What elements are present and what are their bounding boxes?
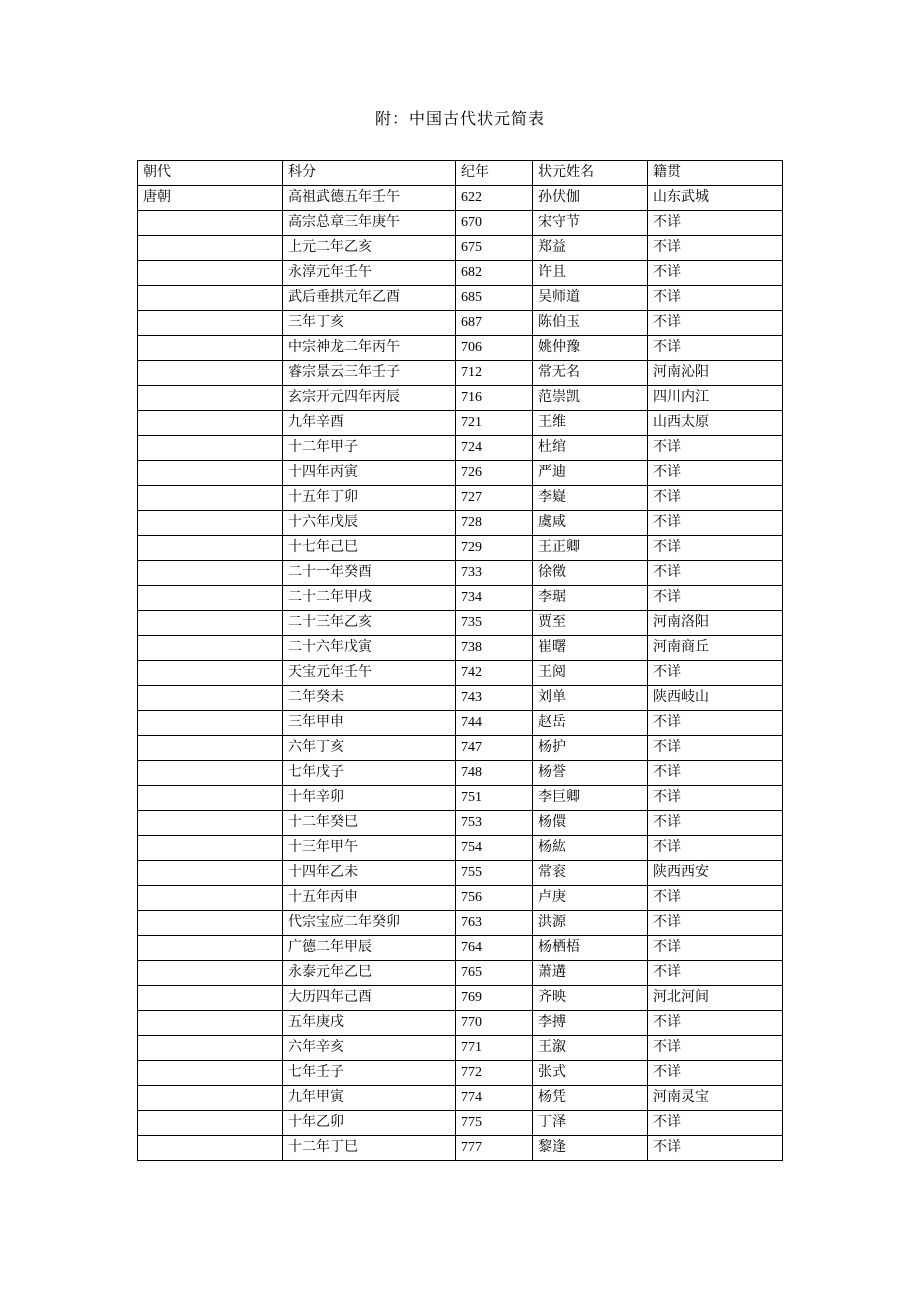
table-cell [138,211,283,236]
table-cell: 不详 [648,261,783,286]
table-row [138,1136,783,1161]
table-cell [138,611,283,636]
table-cell: 赵岳 [533,711,648,736]
table-cell [138,1086,283,1111]
table-cell: 不详 [648,436,783,461]
table-row [138,586,783,611]
table-row [138,486,783,511]
table-cell [138,411,283,436]
table-body [138,186,783,1161]
table-cell: 玄宗开元四年丙辰 [283,386,456,411]
table-row [138,636,783,661]
table-cell: 陈伯玉 [533,311,648,336]
table-cell: 751 [456,786,533,811]
table-cell: 十二年甲子 [283,436,456,461]
table-cell: 山西太原 [648,411,783,436]
table-cell: 王维 [533,411,648,436]
table-cell: 738 [456,636,533,661]
table-cell: 黎逢 [533,1136,648,1161]
table-cell [138,1111,283,1136]
table-cell: 不详 [648,336,783,361]
table-cell: 十年乙卯 [283,1111,456,1136]
table-cell [138,961,283,986]
table-cell [138,361,283,386]
table-cell: 765 [456,961,533,986]
table-cell: 687 [456,311,533,336]
table-cell: 不详 [648,911,783,936]
table-cell: 常衮 [533,861,648,886]
table-cell [138,586,283,611]
table-row [138,411,783,436]
table-cell: 十四年丙寅 [283,461,456,486]
table-row [138,986,783,1011]
column-header: 籍贯 [648,161,783,186]
table-cell: 不详 [648,211,783,236]
table-cell [138,686,283,711]
table-cell [138,936,283,961]
table-cell: 755 [456,861,533,886]
table-cell: 高宗总章三年庚午 [283,211,456,236]
table-cell: 河南灵宝 [648,1086,783,1111]
table-cell: 孙伏伽 [533,186,648,211]
table-cell: 不详 [648,936,783,961]
table-cell: 十五年丙申 [283,886,456,911]
table-cell: 虞咸 [533,511,648,536]
table-cell: 李巨卿 [533,786,648,811]
table-row [138,836,783,861]
table-cell: 陕西岐山 [648,686,783,711]
table-cell [138,286,283,311]
table-row [138,711,783,736]
table-cell: 洪源 [533,911,648,936]
table-row [138,661,783,686]
table-cell: 高祖武德五年壬午 [283,186,456,211]
table-row [138,336,783,361]
table-cell [138,486,283,511]
table-cell: 唐朝 [138,186,283,211]
table-cell: 不详 [648,1011,783,1036]
table-cell: 726 [456,461,533,486]
table-cell: 杨儇 [533,811,648,836]
table-cell: 二年癸未 [283,686,456,711]
table-cell: 六年辛亥 [283,1036,456,1061]
table-row [138,286,783,311]
table-cell: 杨栖梧 [533,936,648,961]
table-cell [138,511,283,536]
table-cell: 杨护 [533,736,648,761]
table-cell [138,736,283,761]
table-row [138,761,783,786]
table-cell: 睿宗景云三年壬子 [283,361,456,386]
table-cell: 十六年戊辰 [283,511,456,536]
table-row [138,686,783,711]
table-cell [138,561,283,586]
table-cell: 三年甲申 [283,711,456,736]
table-cell [138,661,283,686]
table-cell [138,786,283,811]
table-cell: 十五年丁卯 [283,486,456,511]
table-cell: 十七年己巳 [283,536,456,561]
table-cell: 刘单 [533,686,648,711]
table-row [138,536,783,561]
table-cell: 七年戊子 [283,761,456,786]
table-cell: 杜绾 [533,436,648,461]
table-row [138,861,783,886]
table-cell: 不详 [648,461,783,486]
table-cell: 不详 [648,486,783,511]
table-cell: 二十六年戊寅 [283,636,456,661]
table-cell: 丁泽 [533,1111,648,1136]
table-cell: 754 [456,836,533,861]
table-cell [138,861,283,886]
table-cell: 九年辛酉 [283,411,456,436]
table-cell: 杨誉 [533,761,648,786]
table-cell [138,986,283,1011]
table-cell: 685 [456,286,533,311]
table-cell: 不详 [648,511,783,536]
table-cell: 748 [456,761,533,786]
table-cell: 729 [456,536,533,561]
table-cell: 常无名 [533,361,648,386]
table-cell: 771 [456,1036,533,1061]
table-cell: 不详 [648,286,783,311]
table-cell: 河北河间 [648,986,783,1011]
table-cell: 三年丁亥 [283,311,456,336]
table-cell [138,1061,283,1086]
column-header: 状元姓名 [533,161,648,186]
table-cell: 不详 [648,886,783,911]
table-cell [138,261,283,286]
table-row [138,361,783,386]
table-cell [138,336,283,361]
table-cell: 李琚 [533,586,648,611]
table-cell [138,386,283,411]
table-cell: 735 [456,611,533,636]
table-cell: 严迪 [533,461,648,486]
table-cell [138,1011,283,1036]
table-cell: 682 [456,261,533,286]
table-cell: 卢庚 [533,886,648,911]
table-row [138,461,783,486]
table-cell [138,811,283,836]
table-row [138,261,783,286]
table-cell: 姚仲豫 [533,336,648,361]
table-row [138,1061,783,1086]
table-row [138,1036,783,1061]
table-row [138,186,783,211]
table-cell: 大历四年己酉 [283,986,456,1011]
table-cell: 崔曙 [533,636,648,661]
table-cell: 十三年甲午 [283,836,456,861]
table-cell: 764 [456,936,533,961]
table-cell: 郑益 [533,236,648,261]
table-cell: 杨凭 [533,1086,648,1111]
table-cell [138,886,283,911]
table-cell: 不详 [648,1036,783,1061]
table-cell: 王阅 [533,661,648,686]
table-cell: 陕西西安 [648,861,783,886]
table-cell: 张式 [533,1061,648,1086]
table-cell: 王正卿 [533,536,648,561]
table-row [138,436,783,461]
table-cell: 不详 [648,736,783,761]
table-cell [138,436,283,461]
table-cell: 727 [456,486,533,511]
table-cell: 广德二年甲辰 [283,936,456,961]
table-cell: 王溆 [533,1036,648,1061]
table-cell [138,1136,283,1161]
table-row [138,236,783,261]
table-cell [138,536,283,561]
table-cell: 二十三年乙亥 [283,611,456,636]
table-cell: 五年庚戌 [283,1011,456,1036]
table-cell [138,636,283,661]
table-cell: 二十一年癸酉 [283,561,456,586]
table-cell: 753 [456,811,533,836]
column-header: 科分 [283,161,456,186]
table-cell: 706 [456,336,533,361]
page-title: 附：中国古代状元简表 [374,111,545,128]
table-cell: 716 [456,386,533,411]
table-cell: 不详 [648,1111,783,1136]
table-cell: 永淳元年壬午 [283,261,456,286]
table-row [138,786,783,811]
table-cell: 724 [456,436,533,461]
table-cell: 中宗神龙二年丙午 [283,336,456,361]
table-cell: 徐徵 [533,561,648,586]
table-cell: 775 [456,1111,533,1136]
table-cell: 728 [456,511,533,536]
table-cell: 不详 [648,836,783,861]
table-cell: 743 [456,686,533,711]
table-cell: 763 [456,911,533,936]
table-cell: 747 [456,736,533,761]
table-cell: 六年丁亥 [283,736,456,761]
table-cell: 622 [456,186,533,211]
table-cell: 永泰元年乙巳 [283,961,456,986]
table-cell: 二十二年甲戌 [283,586,456,611]
table-cell: 范崇凯 [533,386,648,411]
table-cell: 贾至 [533,611,648,636]
table-cell: 十二年丁巳 [283,1136,456,1161]
table-cell: 不详 [648,536,783,561]
table-cell: 吴师道 [533,286,648,311]
table-cell: 十二年癸巳 [283,811,456,836]
table-row [138,1086,783,1111]
table-cell: 河南商丘 [648,636,783,661]
table-cell: 不详 [648,811,783,836]
table-cell: 721 [456,411,533,436]
table-cell: 744 [456,711,533,736]
table-cell: 宋守节 [533,211,648,236]
table-cell: 733 [456,561,533,586]
table-cell: 742 [456,661,533,686]
table-cell: 712 [456,361,533,386]
table-row [138,611,783,636]
table-cell [138,461,283,486]
table-cell: 不详 [648,561,783,586]
table-cell: 不详 [648,311,783,336]
table-cell: 萧遘 [533,961,648,986]
table-cell: 李嶷 [533,486,648,511]
table-row [138,961,783,986]
table-header-row [138,161,783,186]
table-cell: 不详 [648,961,783,986]
table-cell: 756 [456,886,533,911]
table-row [138,736,783,761]
table-row [138,886,783,911]
table-cell: 不详 [648,661,783,686]
table-cell: 上元二年乙亥 [283,236,456,261]
table-cell: 不详 [648,1061,783,1086]
table-cell: 山东武城 [648,186,783,211]
table-row [138,936,783,961]
table-cell [138,236,283,261]
table-cell [138,711,283,736]
table-row [138,561,783,586]
table-row [138,311,783,336]
table-cell: 齐映 [533,986,648,1011]
table-cell: 不详 [648,786,783,811]
table-cell: 769 [456,986,533,1011]
table-row [138,911,783,936]
table-cell: 774 [456,1086,533,1111]
table-cell: 杨紘 [533,836,648,861]
table-cell: 不详 [648,586,783,611]
table-cell: 734 [456,586,533,611]
table-cell: 675 [456,236,533,261]
zhuangyuan-table [137,160,783,1161]
table-cell: 天宝元年壬午 [283,661,456,686]
table-cell: 四川内江 [648,386,783,411]
table-cell: 九年甲寅 [283,1086,456,1111]
table-cell: 河南洛阳 [648,611,783,636]
table-row [138,386,783,411]
table-cell: 不详 [648,236,783,261]
table-cell [138,761,283,786]
table-cell: 代宗宝应二年癸卯 [283,911,456,936]
table-cell: 许且 [533,261,648,286]
column-header: 朝代 [138,161,283,186]
table-cell [138,311,283,336]
table-cell: 不详 [648,761,783,786]
table-row [138,511,783,536]
table-row [138,811,783,836]
table-cell [138,1036,283,1061]
column-header: 纪年 [456,161,533,186]
table-cell: 河南沁阳 [648,361,783,386]
table-cell: 772 [456,1061,533,1086]
table-cell [138,836,283,861]
table-cell [138,911,283,936]
table-cell: 777 [456,1136,533,1161]
table-cell: 670 [456,211,533,236]
table-cell: 七年壬子 [283,1061,456,1086]
table-cell: 770 [456,1011,533,1036]
table-cell: 不详 [648,1136,783,1161]
table-row [138,211,783,236]
table-cell: 十年辛卯 [283,786,456,811]
table-cell: 十四年乙未 [283,861,456,886]
table-row [138,1011,783,1036]
table-cell: 李搏 [533,1011,648,1036]
table-row [138,1111,783,1136]
table-cell: 不详 [648,711,783,736]
table-cell: 武后垂拱元年乙酉 [283,286,456,311]
